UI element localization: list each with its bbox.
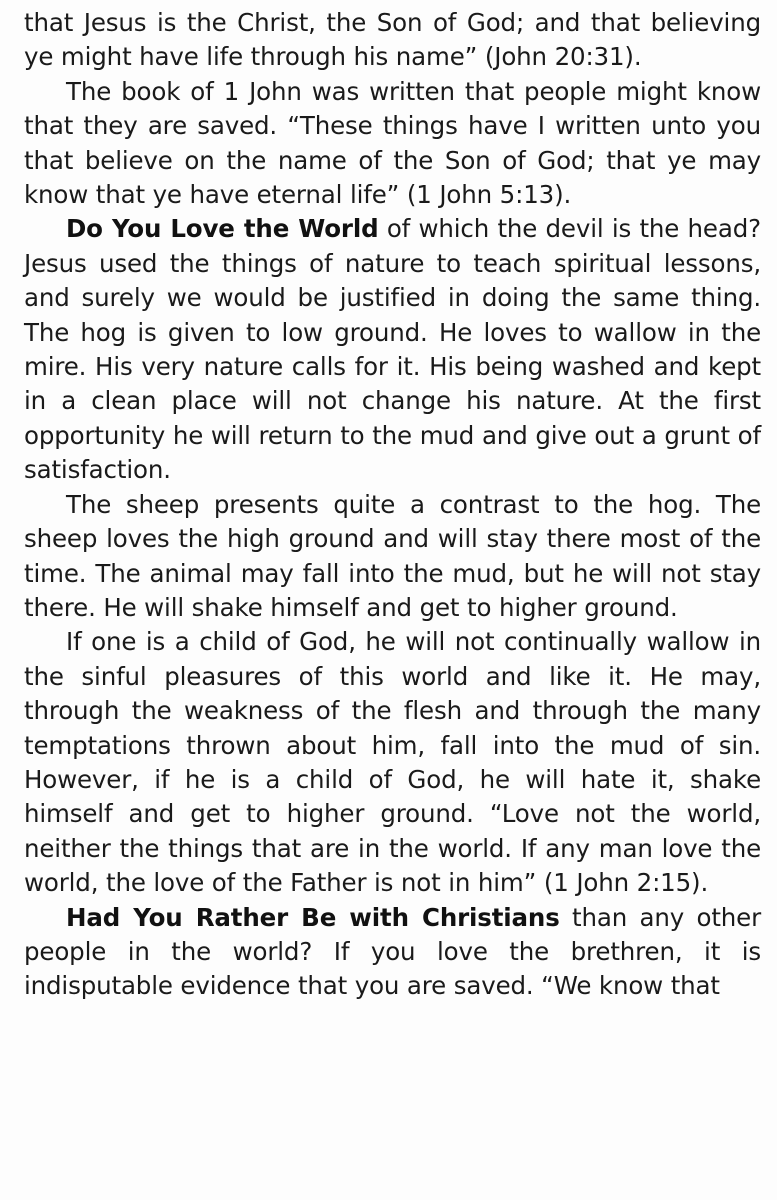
section-heading-love-world: Do You Love the World (66, 214, 379, 244)
paragraph-3 (24, 212, 761, 487)
paragraph-3-text: of which the devil is the head? Jesus used the things of nature to teach spiritual lessons, and surely we would be justified in doing the same thing. The hog is given to low ground. He loves to wallow in the mire. His very nature calls for it. His being washed and kept in a clean place will not change his nature. At the first opportunity he will return to the mud and give out a grunt of satisfaction. (24, 214, 761, 485)
paragraph-1 (24, 6, 761, 75)
paragraph-2 (24, 75, 761, 213)
paragraph-6 (24, 901, 761, 1004)
paragraph-4 (24, 488, 761, 626)
body-text (24, 6, 761, 1004)
section-heading-christians: Had You Rather Be with Christians (66, 902, 560, 932)
paragraph-2-text: The book of 1 John was written that people might know that they are saved. “These things have I written unto you that believe on the name of the Son of God; that ye may know that ye have eternal life” (1 John 5:13). (24, 76, 761, 210)
paragraph-6-text: than any other people in the world? If you love the brethren, it is indisputable evidence that you are saved. “We know that (24, 902, 761, 1001)
paragraph-5 (24, 625, 761, 900)
paragraph-4-text: The sheep presents quite a contrast to the hog. The sheep loves the high ground and will stay there most of the time. The animal may fall into the mud, but he will not stay there. He will shake himself and get to higher ground. (24, 489, 761, 622)
paragraph-5-text: If one is a child of God, he will not continually wallow in the sinful pleasures of this world and like it. He may, through the weakness of the flesh and through the many temptations thrown about him, fall into the mud of sin. However, if he is a child of God, he will hate it, shake himself and get to higher ground. “Love not the world, neither the things that are in the world. If any man love the world, the love of the Father is not in him” (1 John 2:15). (24, 627, 761, 898)
paragraph-1-text: that Jesus is the Christ, the Son of God; and that believing ye might have life through his name” (John 20:31). (24, 8, 761, 72)
